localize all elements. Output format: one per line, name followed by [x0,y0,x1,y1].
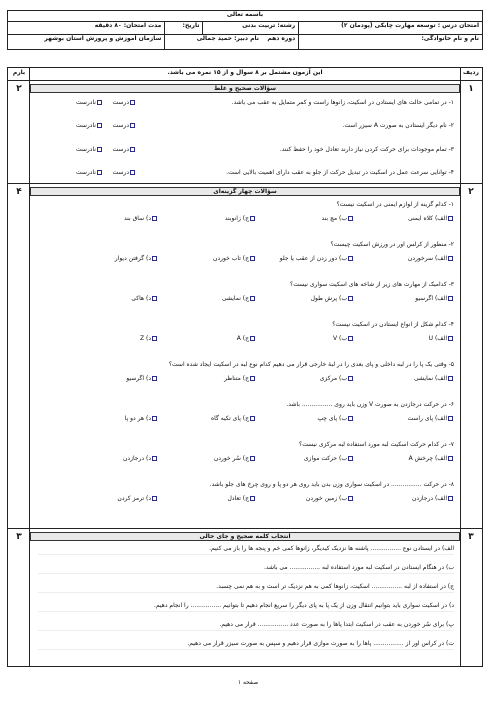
option-checkbox[interactable] [348,336,353,341]
true-checkbox[interactable] [130,170,135,175]
false-checkbox[interactable] [97,147,102,152]
option-checkbox[interactable] [152,416,157,421]
true-label: درست [112,99,129,106]
true-label: درست [112,122,129,129]
option-label: ج) تاب خوردن [213,255,249,262]
mcq-option[interactable] [321,216,354,223]
false-label: نادرست [75,122,96,129]
option-checkbox[interactable] [250,416,255,421]
option-checkbox[interactable] [348,456,353,461]
option-label: د) Z [139,335,151,342]
mcq-option[interactable] [414,376,454,383]
option-checkbox[interactable] [152,256,157,261]
mcq-option[interactable] [317,416,354,423]
teacher-label: نام دبیر: حمید جمالی [196,35,259,42]
option-checkbox[interactable] [348,416,353,421]
exam-body [7,67,483,667]
term-teacher [165,35,299,50]
mcq-option[interactable] [429,336,454,343]
tf-question-2: ۲- نام دیگر ایستادن به صورت A سیزر است. [342,122,454,129]
option-checkbox[interactable] [348,496,353,501]
mcq-option[interactable] [407,416,454,423]
option-label: الف) پای راست [407,415,447,422]
fill-blank-6: ت) در کراس اور از ................ پاها را به صورت موازی قرار دهیم و سپس به صورت سیزر قرار می دهیم. [38,641,454,650]
option-label: ج) A [236,335,249,342]
false-checkbox[interactable] [97,170,102,175]
mcq-option[interactable] [311,296,354,303]
option-label: ج) متناظر [224,375,249,382]
radif-column [460,68,482,666]
option-checkbox[interactable] [152,296,157,301]
mcq-question: ۷- در کدام حرکت اسکیت لبه مورد استفاده لبه مرکزی نیست؟ [299,441,454,448]
option-label: الف) کلاه ایمنی [407,215,447,222]
option-checkbox[interactable] [250,216,255,221]
section1-number: ۱ [468,84,474,94]
option-label: ب) پای چپ [317,415,347,422]
mcq-option[interactable] [131,296,158,303]
duration-label: مدت امتحان: ۸۰ دقیقه [8,22,165,35]
tf-options-1 [36,100,136,107]
option-label: ج) سُر خوردن [213,455,249,462]
option-checkbox[interactable] [448,416,453,421]
mcq-option[interactable] [409,456,454,463]
option-checkbox[interactable] [448,456,453,461]
option-checkbox[interactable] [250,336,255,341]
option-label: د) ساق بند [124,215,151,222]
option-label: الف) اگرسیو [415,295,447,302]
mcq-option[interactable] [412,496,454,503]
option-label: د) گرفتن دیوار [114,255,151,262]
option-label: الف) سرخوردن [407,255,447,262]
tf-options-3 [36,147,136,154]
option-checkbox[interactable] [152,496,157,501]
mcq-option[interactable] [415,296,454,303]
option-checkbox[interactable] [152,216,157,221]
option-checkbox[interactable] [448,256,453,261]
date-label: تاریخ: [165,22,203,35]
section1-score: ۲ [16,84,22,94]
false-checkbox[interactable] [97,123,102,128]
mcq-option[interactable] [333,336,354,343]
true-checkbox[interactable] [130,123,135,128]
exam-intro: این آزمون مشتمل بر ۸ سوال و از ۱۵ نمره می باشد. [167,69,323,76]
term-label: دوره دهم [267,35,296,42]
tf-question-4: ۴- توانایی سرعت عمل در اسکیت در تبدیل حرکت از جلو به عقب دارای اهمیت بالایی است. [226,169,454,176]
true-label: درست [112,146,129,153]
option-checkbox[interactable] [250,496,255,501]
option-label: ب) مچ بند [321,215,347,222]
option-checkbox[interactable] [250,456,255,461]
course-title: امتحان درس : توسعه مهارت چابکی (پودمان ۲) [299,22,483,35]
exam-header [7,10,483,50]
false-label: نادرست [75,146,96,153]
option-checkbox[interactable] [152,336,157,341]
section2-number: ۲ [468,187,474,197]
option-label: ب) V [332,335,347,342]
option-label: ب) مرکزی [319,375,347,382]
fill-blank-3: ج) در استفاده از لبه ................ اسکیت، زانوها کمی به هم نزدیک تر است و به هم نمی چسبد. [38,584,454,593]
option-label: د) ترمز کردن [117,495,151,502]
false-checkbox[interactable] [97,100,102,105]
option-checkbox[interactable] [448,496,453,501]
mcq-option[interactable] [117,496,158,503]
mcq-option[interactable] [224,376,256,383]
mcq-question: ۴- کدام شکل از انواع ایستادن در اسکیت نیست؟ [332,321,454,328]
basmala: باسمه تعالی [8,11,483,22]
option-checkbox[interactable] [250,256,255,261]
tf-options-2 [36,123,136,130]
option-label: ج) پای تکیه گاه [211,415,249,422]
fill-blank-4: د) در اسکیت سواری باید بتوانیم انتقال وزن از یک پا به پای دیگر را سریع انجام دهیم تا بتوانیم ................ را انجام دهیم. [38,603,454,612]
option-label: ب) حرکت موازی [303,455,347,462]
mcq-option[interactable] [140,336,158,343]
option-checkbox[interactable] [448,336,453,341]
false-label: نادرست [75,99,96,106]
organization-label: سازمان آموزش و پرورش استان بوشهر [8,35,165,50]
option-label: ب) دور زدن از عقب یا جلو [279,255,347,262]
true-checkbox[interactable] [130,100,135,105]
option-checkbox[interactable] [348,296,353,301]
tf-question-3: ۳- تمام موجودات برای حرکت کردن نیاز دارند تعادل خود را حفظ کنند. [279,146,454,153]
mcq-option[interactable] [227,496,256,503]
mcq-option[interactable] [123,456,158,463]
divider [8,80,482,81]
mcq-option[interactable] [304,456,354,463]
mcq-option[interactable] [125,416,158,423]
radif-header: ردیف [463,69,479,76]
option-label: الف) U [428,335,447,342]
mcq-option[interactable] [306,496,354,503]
option-checkbox[interactable] [348,216,353,221]
section2-title: سؤالات چهار گزینه‌ای [30,187,460,196]
mcq-question: ۸- در حرکت ................ در اسکیت سواری وزن بدن باید روی هر دو پا و روی چرخ های جلو باشد. [209,481,454,488]
option-checkbox[interactable] [448,216,453,221]
mcq-option[interactable] [126,376,158,383]
mcq-option[interactable] [124,216,158,223]
option-label: د) هاکی [131,295,151,302]
mcq-question: ۱- کدام گزینه از لوازم ایمنی در اسکیت نیست؟ [336,201,454,208]
divider [8,183,482,184]
option-checkbox[interactable] [152,456,157,461]
mcq-question: ۵- وقتی یک پا را در لبه داخلی و پای بعدی را در لبۀ خارجی قرار می دهیم کدام نوع لبه در اسکیت ایجاد شده است؟ [168,361,454,368]
fill-blank-2: ب) در هنگام ایستادن در اسکیت لبه مورد استفاده لبه ................ می باشد. [38,565,454,574]
mcq-option[interactable] [237,336,256,343]
option-label: ج) زانوبند [224,215,249,222]
mcq-option[interactable] [280,256,354,263]
option-label: الف) نمایشی [414,375,447,382]
page-number: صفحه ۱ [237,679,259,686]
fill-blank-1: الف) در ایستادن نوع ................ پاشنه ها نزدیک کیدیگر، زانوها کمی خم و پنجه ها را باز می کنیم. [38,546,454,555]
section3-score: ۳ [16,532,22,542]
option-checkbox[interactable] [448,376,453,381]
mcq-option[interactable] [225,216,256,223]
option-label: د) درجازدن [122,455,151,462]
mcq-option[interactable] [408,216,454,223]
section1-title: سؤالات صحیح و غلط [30,84,460,93]
mcq-question: ۳- کدامیک از مهارت های زیر از شاخه های اسکیت سواری نیست؟ [290,281,454,288]
mcq-option[interactable] [115,256,158,263]
section2-score: ۴ [16,187,22,197]
mcq-question: ۶- در حرکت درجازدن به صورت V وزن باید روی ................ باشد. [286,401,454,408]
false-label: نادرست [75,169,96,176]
field-label: رشته: تربیت بدنی [203,22,299,35]
option-label: د) هر دو پا [124,415,151,422]
option-label: ج) تعادل [227,495,249,502]
mcq-option[interactable] [222,296,256,303]
barem-header: بارم [12,69,26,76]
option-checkbox[interactable] [448,296,453,301]
option-label: ب) زمین خوردن [305,495,347,502]
option-label: د) اگرسیو [126,375,151,382]
divider [8,528,482,529]
option-checkbox[interactable] [250,376,255,381]
true-label: درست [112,169,129,176]
true-checkbox[interactable] [130,147,135,152]
option-label: الف) چرخش A [408,455,447,462]
section3-title: انتخاب کلمه صحیح و جای خالی [30,532,460,541]
option-checkbox[interactable] [348,376,353,381]
fill-blank-5: پ) برای سُر خوردن به عقب در اسکیت ابتدا پاها را به صورت عدد ................ قرار می دهیم. [38,622,454,631]
mcq-option[interactable] [320,376,354,383]
mcq-question: ۲- منظور از کرلس اور در ورزش اسکیت چیست؟ [330,241,454,248]
option-checkbox[interactable] [152,376,157,381]
mcq-option[interactable] [214,456,256,463]
section3-number: ۳ [468,532,474,542]
tf-options-4 [36,170,136,177]
tf-question-1: ۱- در تمامی حالت های ایستادن در اسکیت، زانوها راست و کمر متمایل به عقب می باشد. [231,99,454,106]
mcq-option[interactable] [408,256,454,263]
student-name-label: نام و نام خانوادگی: [299,35,483,50]
option-label: ب) پرش طول [310,295,347,302]
option-label: ج) نمایشی [221,295,249,302]
mcq-option[interactable] [211,416,256,423]
option-label: الف) درجازدن [411,495,447,502]
barem-column [8,68,30,666]
mcq-option[interactable] [213,256,256,263]
option-checkbox[interactable] [348,256,353,261]
option-checkbox[interactable] [250,296,255,301]
